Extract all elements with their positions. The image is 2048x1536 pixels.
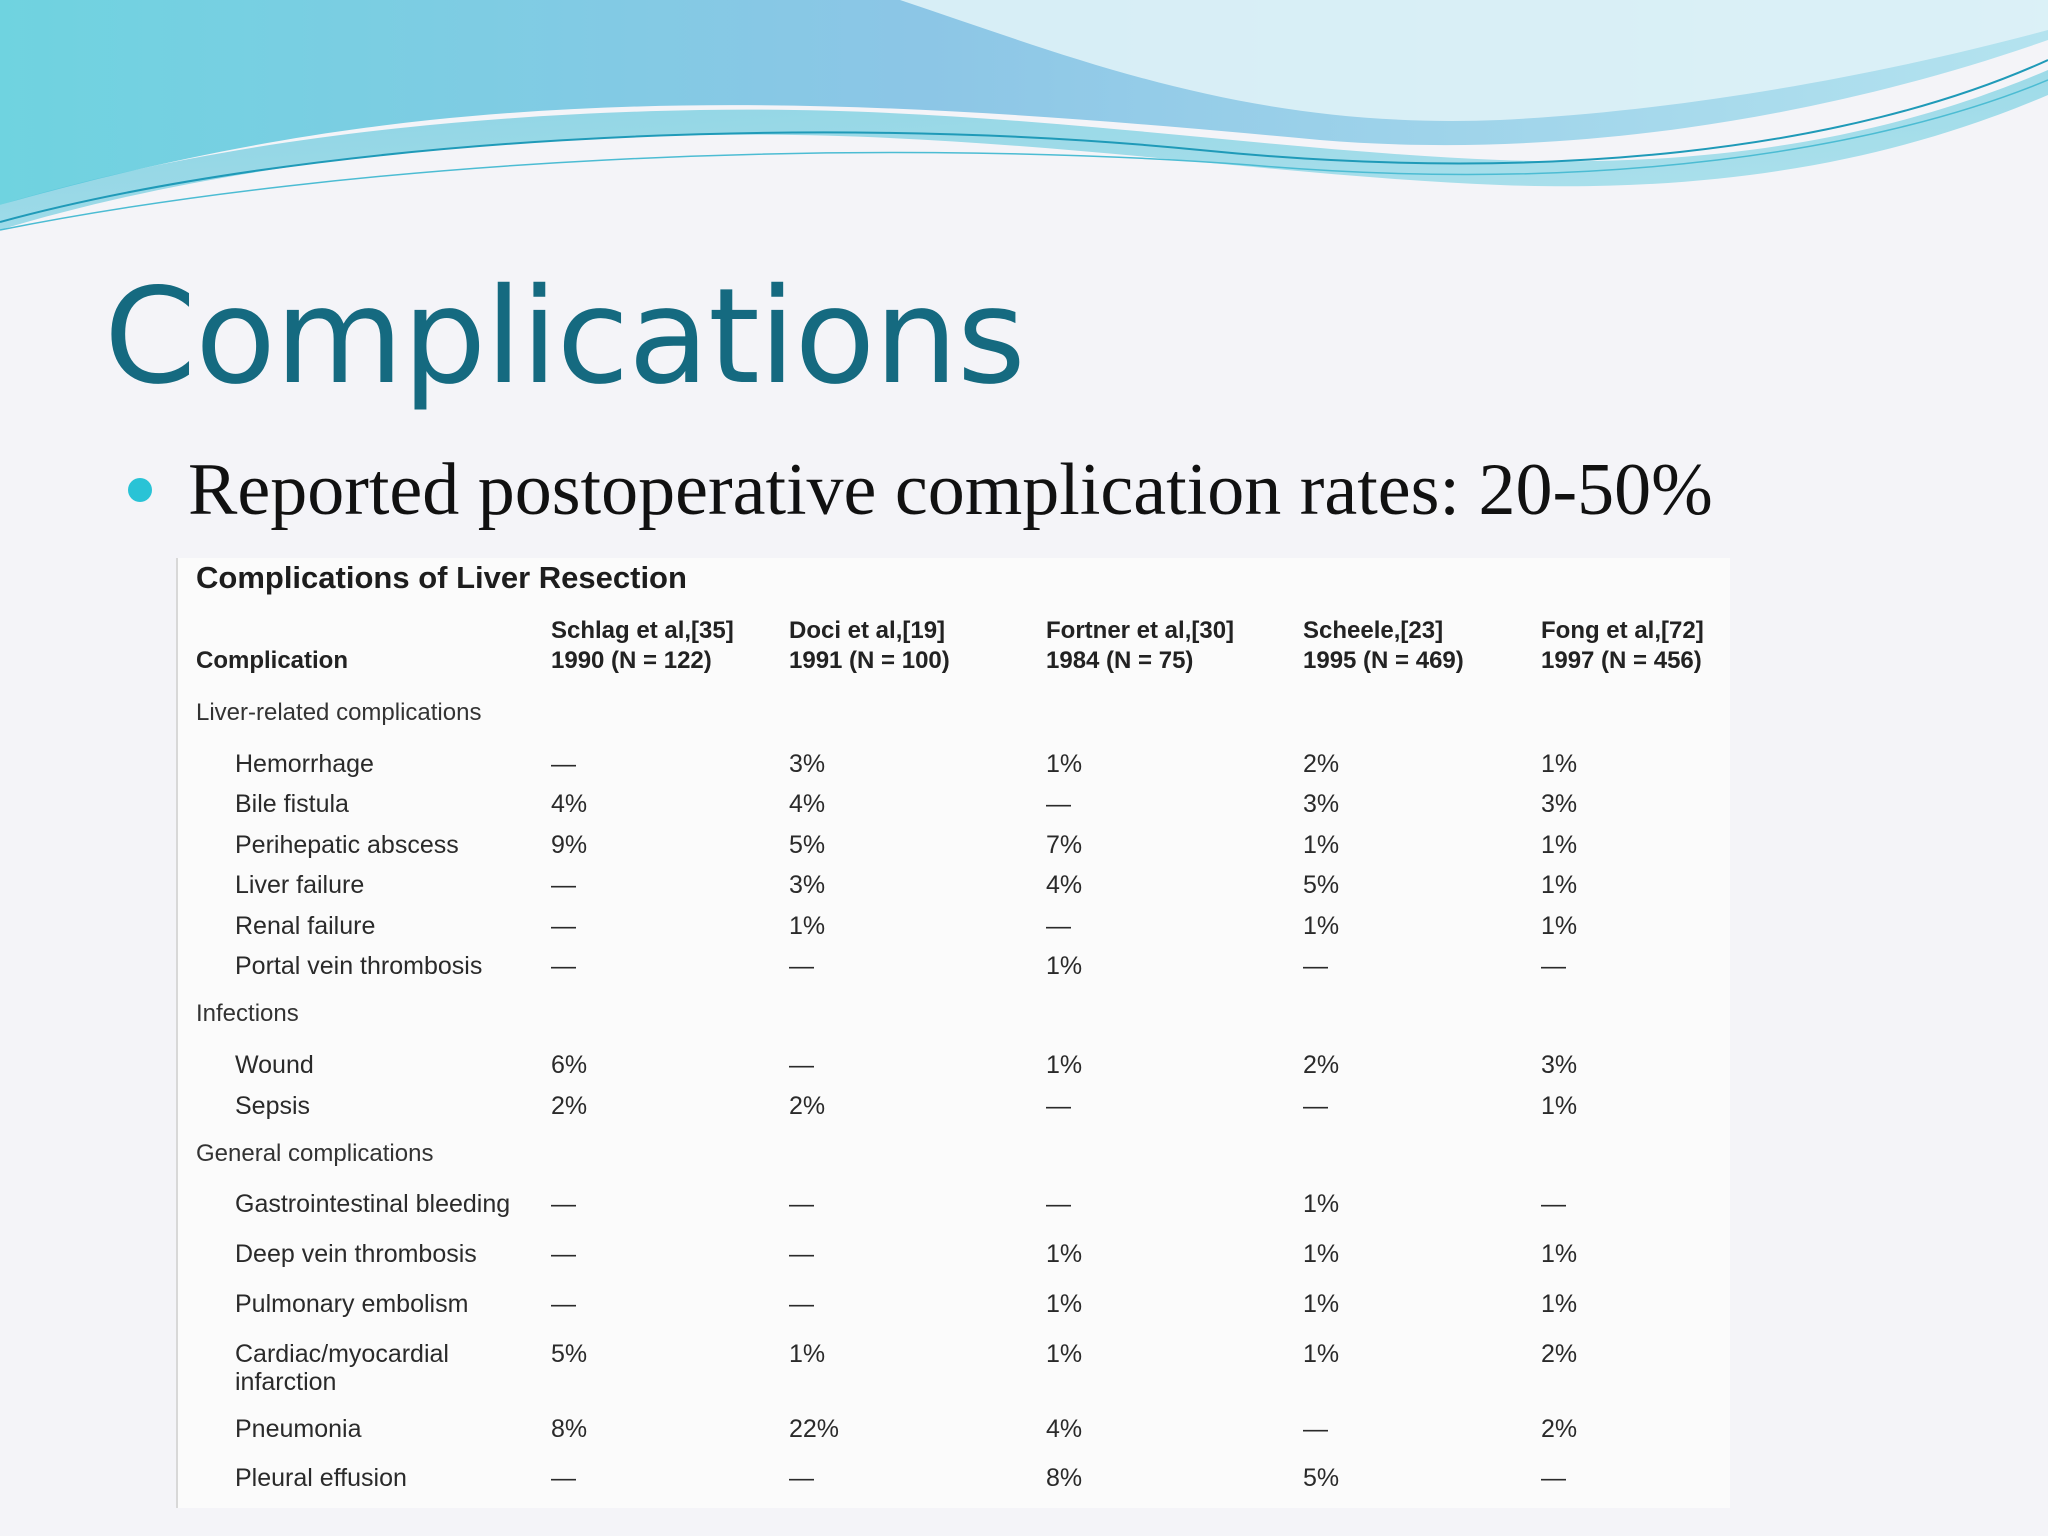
slide-title: Complications bbox=[104, 260, 1025, 414]
study-year-n: 1991 (N = 100) bbox=[789, 647, 950, 674]
table-cell: 9% bbox=[551, 831, 588, 859]
study-year-n: 1997 (N = 456) bbox=[1541, 647, 1702, 674]
table-cell: 4% bbox=[551, 790, 588, 818]
bullet-text: Reported postoperative complication rates: 20-50% bbox=[188, 449, 1713, 531]
table-cell: — bbox=[551, 912, 576, 940]
table-cell: 2% bbox=[1303, 750, 1340, 778]
table-cell: 1% bbox=[1046, 750, 1083, 778]
study-year-n: 1995 (N = 469) bbox=[1303, 647, 1464, 674]
table-cell: 1% bbox=[1046, 1240, 1083, 1268]
table-cell: — bbox=[1046, 1190, 1071, 1218]
table-cell: 8% bbox=[1046, 1464, 1083, 1492]
table-cell: 5% bbox=[789, 831, 826, 859]
table-cell: 7% bbox=[1046, 831, 1083, 859]
table-cell: 2% bbox=[1541, 1415, 1578, 1443]
table-cell: — bbox=[551, 1290, 576, 1318]
table-cell: 3% bbox=[1541, 1051, 1578, 1079]
table-cell: 1% bbox=[1303, 1340, 1340, 1368]
table-cell: 1% bbox=[1046, 1290, 1083, 1318]
section-heading: Liver-related complications bbox=[196, 699, 482, 726]
table-cell: 6% bbox=[551, 1051, 588, 1079]
column-header-study-3 bbox=[1046, 616, 1234, 676]
table-cell: — bbox=[551, 952, 576, 980]
table-cell: 3% bbox=[789, 750, 826, 778]
study-author: Fortner et al,[30] bbox=[1046, 617, 1235, 644]
row-label: Portal vein thrombosis bbox=[235, 952, 483, 980]
row-label: Deep vein thrombosis bbox=[235, 1240, 477, 1268]
table-cell: 1% bbox=[1303, 831, 1340, 859]
table-cell: 1% bbox=[1541, 1240, 1578, 1268]
row-label: Perihepatic abscess bbox=[235, 831, 459, 859]
table-cell: — bbox=[1541, 952, 1566, 980]
table-cell: 1% bbox=[1046, 952, 1083, 980]
table-cell: — bbox=[551, 871, 576, 899]
study-author: Fong et al,[72] bbox=[1541, 617, 1704, 644]
table-cell: 1% bbox=[1303, 1240, 1340, 1268]
table-cell: 1% bbox=[1541, 871, 1578, 899]
table-cell: 3% bbox=[789, 871, 826, 899]
column-header-study-4 bbox=[1303, 616, 1464, 676]
table-cell: — bbox=[551, 1190, 576, 1218]
table-cell: — bbox=[789, 1464, 814, 1492]
table-cell: 1% bbox=[1541, 1092, 1578, 1120]
row-label: Pleural effusion bbox=[235, 1464, 407, 1492]
row-label: Liver failure bbox=[235, 871, 365, 899]
table-cell: — bbox=[789, 1051, 814, 1079]
table-cell: 4% bbox=[1046, 1415, 1083, 1443]
column-header-study-1 bbox=[551, 616, 734, 676]
row-label: Cardiac/myocardial bbox=[235, 1340, 449, 1368]
table-cell: — bbox=[789, 952, 814, 980]
table-cell: — bbox=[1541, 1464, 1566, 1492]
table-cell: 2% bbox=[551, 1092, 588, 1120]
bullet-dot-icon bbox=[128, 478, 152, 502]
table-cell: — bbox=[789, 1240, 814, 1268]
row-label: Pulmonary embolism bbox=[235, 1290, 469, 1318]
header-wave-decoration bbox=[0, 0, 2048, 240]
table-cell: 1% bbox=[1303, 1190, 1340, 1218]
row-label: Pneumonia bbox=[235, 1415, 362, 1443]
table-cell: — bbox=[1303, 1415, 1328, 1443]
table-cell: 2% bbox=[789, 1092, 826, 1120]
row-label: Renal failure bbox=[235, 912, 376, 940]
table-cell: — bbox=[1046, 790, 1071, 818]
study-year-n: 1990 (N = 122) bbox=[551, 647, 712, 674]
bullet-point bbox=[128, 446, 1713, 534]
table-cell: — bbox=[1046, 1092, 1071, 1120]
column-header-study-2 bbox=[789, 616, 950, 676]
table-cell: 8% bbox=[551, 1415, 588, 1443]
table-cell: 1% bbox=[1046, 1051, 1083, 1079]
table-caption: Complications of Liver Resection bbox=[196, 560, 687, 595]
table-cell: — bbox=[551, 1240, 576, 1268]
row-label: Hemorrhage bbox=[235, 750, 374, 778]
table-cell: 1% bbox=[1303, 912, 1340, 940]
column-header-study-5 bbox=[1541, 616, 1704, 676]
table-cell: — bbox=[789, 1190, 814, 1218]
table-cell: 1% bbox=[1303, 1290, 1340, 1318]
table-cell: — bbox=[1541, 1190, 1566, 1218]
table-cell: 2% bbox=[1541, 1340, 1578, 1368]
section-heading: General complications bbox=[196, 1140, 434, 1167]
study-author: Doci et al,[19] bbox=[789, 617, 946, 644]
study-author: Scheele,[23] bbox=[1303, 617, 1444, 644]
table-cell: — bbox=[551, 1464, 576, 1492]
complications-table bbox=[176, 558, 1730, 1508]
table-cell: 1% bbox=[1541, 750, 1578, 778]
table-cell: — bbox=[789, 1290, 814, 1318]
table-cell: 4% bbox=[789, 790, 826, 818]
table-cell: 1% bbox=[789, 912, 826, 940]
table-cell: 5% bbox=[551, 1340, 588, 1368]
table-cell: — bbox=[1303, 952, 1328, 980]
section-heading: Infections bbox=[196, 1000, 299, 1027]
row-label: Bile fistula bbox=[235, 790, 349, 818]
table-cell: 1% bbox=[1541, 831, 1578, 859]
table-cell: 3% bbox=[1303, 790, 1340, 818]
table-cell: 1% bbox=[789, 1340, 826, 1368]
table-cell: 22% bbox=[789, 1415, 840, 1443]
study-author: Schlag et al,[35] bbox=[551, 617, 734, 644]
study-year-n: 1984 (N = 75) bbox=[1046, 647, 1194, 674]
table-cell: — bbox=[1046, 912, 1071, 940]
table-cell: 3% bbox=[1541, 790, 1578, 818]
table-cell: — bbox=[551, 750, 576, 778]
row-label: Sepsis bbox=[235, 1092, 311, 1120]
table-cell: 5% bbox=[1303, 871, 1340, 899]
table-cell: 5% bbox=[1303, 1464, 1340, 1492]
row-label: Wound bbox=[235, 1051, 314, 1079]
table-cell: — bbox=[1303, 1092, 1328, 1120]
table-cell: 4% bbox=[1046, 871, 1083, 899]
table-cell: 2% bbox=[1303, 1051, 1340, 1079]
table-cell: 1% bbox=[1046, 1340, 1083, 1368]
table-cell: 1% bbox=[1541, 912, 1578, 940]
row-label-continued: infarction bbox=[235, 1368, 337, 1396]
column-header-complication: Complication bbox=[196, 647, 349, 674]
row-label: Gastrointestinal bleeding bbox=[235, 1190, 511, 1218]
table-cell: 1% bbox=[1541, 1290, 1578, 1318]
